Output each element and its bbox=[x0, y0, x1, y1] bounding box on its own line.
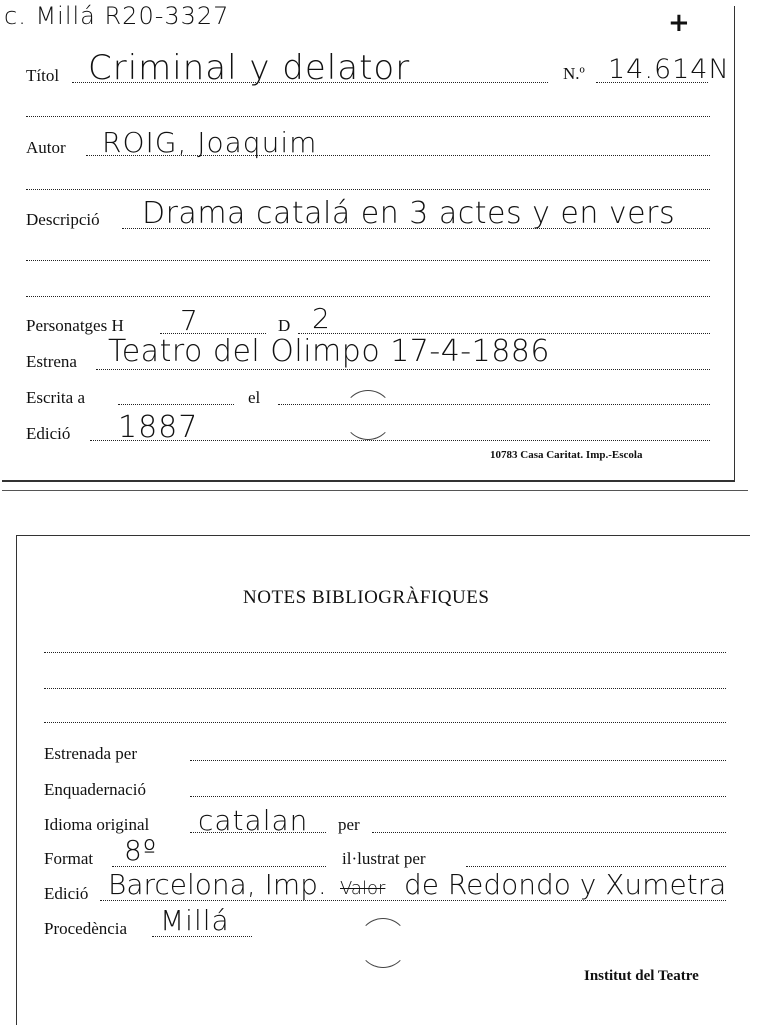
original-language-label: Idioma original bbox=[44, 815, 150, 834]
author-value: ROIG, Joaquim bbox=[102, 126, 318, 159]
premiere-label: Estrena bbox=[26, 352, 77, 371]
edition-value-part2: de Redondo y Xumetra bbox=[404, 868, 727, 901]
provenance-label: Procedència bbox=[44, 919, 128, 938]
characters-female-label: D bbox=[278, 316, 291, 335]
format-value: 8º bbox=[124, 834, 158, 867]
punch-hole bbox=[358, 918, 408, 968]
written-date-line bbox=[278, 404, 710, 405]
translated-by-line bbox=[372, 832, 726, 833]
premiere-value: Teatro del Olimpo 17-4-1886 bbox=[108, 334, 550, 369]
blank-line bbox=[26, 296, 710, 297]
blank-line bbox=[26, 260, 710, 261]
edition-value: 1887 bbox=[118, 410, 199, 445]
author-label: Autor bbox=[26, 138, 66, 157]
blank-line bbox=[44, 688, 726, 689]
characters-male-label: Personatges H bbox=[26, 316, 124, 335]
premiere-line bbox=[96, 369, 710, 370]
premiered-by-label: Estrenada per bbox=[44, 744, 137, 763]
translated-by-label: per bbox=[338, 815, 360, 834]
provenance-value: Millá bbox=[160, 904, 230, 937]
card-edge bbox=[2, 480, 735, 482]
premiered-by-line bbox=[190, 760, 726, 761]
illustrated-by-line bbox=[466, 866, 726, 867]
binding-line bbox=[190, 796, 726, 797]
printer-imprint: 10783 Casa Caritat. Imp.-Escola bbox=[490, 449, 643, 461]
binding-label: Enquadernació bbox=[44, 780, 146, 799]
title-label: Títol bbox=[26, 66, 60, 85]
written-at-label: Escrita a bbox=[26, 388, 85, 407]
edition-label: Edició bbox=[26, 424, 71, 443]
cross-mark: + bbox=[668, 8, 691, 38]
characters-female-value: 2 bbox=[312, 302, 331, 335]
title-value: Criminal y delator bbox=[88, 48, 411, 88]
edition-value-struck: Valor bbox=[340, 878, 386, 899]
card-edge bbox=[2, 490, 748, 491]
blank-line bbox=[26, 116, 710, 117]
punch-hole bbox=[343, 390, 393, 440]
blank-line bbox=[44, 652, 726, 653]
written-date-label: el bbox=[248, 388, 261, 407]
written-at-line bbox=[118, 404, 234, 405]
edition-label: Edició bbox=[44, 884, 89, 903]
blank-line bbox=[44, 722, 726, 723]
archive-reference-note: c. Millá R20-3327 bbox=[4, 2, 230, 30]
institution-name: Institut del Teatre bbox=[584, 968, 699, 984]
edition-value-part1: Barcelona, Imp. bbox=[108, 868, 327, 901]
illustrated-by-label: il·lustrat per bbox=[342, 849, 426, 868]
format-label: Format bbox=[44, 849, 94, 868]
original-language-value: catalan bbox=[198, 804, 309, 837]
number-label: N.º bbox=[563, 64, 585, 83]
description-value: Drama catalá en 3 actes y en vers bbox=[142, 196, 676, 231]
blank-line bbox=[26, 189, 710, 190]
description-label: Descripció bbox=[26, 210, 100, 229]
notes-heading: NOTES BIBLIOGRÀFIQUES bbox=[243, 587, 490, 608]
number-value: 14.614N bbox=[608, 54, 730, 85]
characters-male-value: 7 bbox=[180, 304, 199, 337]
